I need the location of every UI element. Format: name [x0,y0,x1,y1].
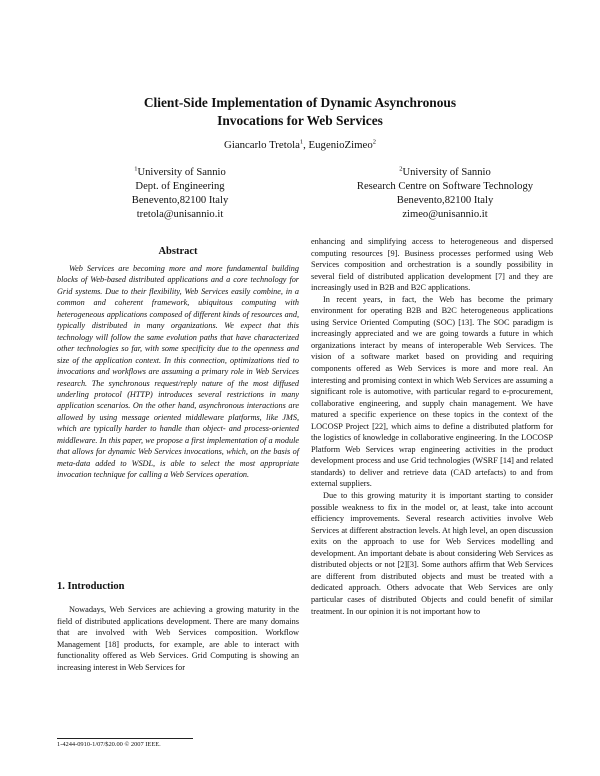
introduction-heading: 1. Introduction [57,581,125,592]
author-name: EugenioZimeo [308,139,373,151]
left-column [57,246,299,481]
author-affiliation-mark: 2 [372,138,376,146]
footnote-rule [57,738,193,739]
body-paragraph: In recent years, in fact, the Web has become the primary environment for operating B2B and B2C heterogeneous applications using Service Oriented Computing (SOC) [13]. The SOC paradigm is increasingly appreciated and we are going towards a future in which organizations interact by means of interoperable Web Services. The vision of a software market based on providing and requiring components offered as Web Services is more and more real. An interesting and promising context in which Web Services are assuming a significant role is automotive, with particular regard to e-procurement, collaborative engineering, and supply chain management. We have matured a specific experience on these topics in the context of the LOCOSP Project [22], which aims to define a distributed platform for the logistics of knowledge in collaborative engineering. In the LOCOSP Platform Web Services wrap engineering activities in the product development process and use Grid technologies (WSRF [14] and related standards) to deliver and retrieve data (CAD artefacts) to and from external suppliers. [311,294,553,489]
affiliation-email: tretola@unisannio.it [136,209,224,220]
right-column [311,236,553,617]
copyright-footnote: 1-4244-0910-1/07/$20.00 © 2007 IEEE. [57,741,161,748]
title-line-2: Invocations for Web Services [217,113,383,128]
affiliation-block-1 [60,166,300,222]
affiliation-line: Dept. of Engineering [135,181,225,192]
body-paragraph: Due to this growing maturity it is important starting to consider possible weakness to fix in the model or, at least, take into account efficiency improvements. Several research activities involve Web Services at different abstraction levels. At high level, an open discussion exits on the approach to use for Web Services modelling and development. An important debate is about considering Web Services as distributed objects or not [2][3]. Some authors affirm that Web Services are different from distributed objects and must be treated with a dedicated approach. Others advocate that Web Services are only particular cases of distributed Objects and could benefit of similar treatment. In our opinion it is not important how to [311,491,553,616]
abstract-text: Web Services are becoming more and more fundamental building blocks of Web-based distributed applications and a core technology for Grid systems. Due to their flexibility, Web Services easily combine, in a common and coherent framework, ubiquitous computing with heterogeneous applications composed of different kinds of resources and, typically distributed in many organizations. We expect that this technology will follow the same evolution paths that have characterized other technologies so far, with some specificity due to the openness and size of the application context. In this connection, optimizations tied to invocations and workflows are assuming a primary role in Web Services research. The synchronous request/reply nature of the most diffused underling protocol (HTTP) introduces several restrictions in many application scenarios. On the other hand, asynchronous interactions are allowed by using message oriented middleware platforms, like JMS, which are typically harder to handle than object- and process-oriented middleware. In this paper, we propose a first implementation of a module that allows for dynamic Web Services invocations, which, on the basis of meta-data added to WSDL, is able to select the most appropriate invocation technique for calling a Web Services operation. [57,264,299,480]
title-line-1: Client-Side Implementation of Dynamic Asynchronous [143,95,457,110]
affiliation-line: Research Centre on Software Technology [356,181,534,192]
body-paragraph: enhancing and simplifying access to heterogeneous and dispersed computing resources [9]. Business processes performed using Web Services composition and orchestration is a soundly possibility in several field of distributed application development [7] and they are increasingly used in B2B and B2C applications. [311,237,553,293]
affiliation-line: University of Sannio [137,167,226,178]
abstract-heading: Abstract [158,246,198,257]
introduction-paragraph: Nowadays, Web Services are achieving a growing maturity in the field of distributed applications development. There are many domains that are involved with Web Services composition. Workflow Management [18] products, for example, are able to interact with functionality offered as Web Services. Grid Computing is showing an increasing interest in Web Services for [57,605,299,672]
author-name: Giancarlo Tretola [224,139,300,151]
affiliation-mark: 1 [134,165,138,173]
affiliation-line: University of Sannio [402,167,491,178]
affiliation-mark: 2 [399,165,403,173]
affiliation-line: Benevento,82100 Italy [396,195,494,206]
paper-title [60,94,540,130]
author-separator: , [303,139,309,151]
affiliation-line: Benevento,82100 Italy [131,195,229,206]
affiliation-email: zimeo@unisannio.it [402,209,488,220]
author-line [60,139,540,151]
affiliation-block-2 [310,166,580,222]
author-affiliation-mark: 1 [299,138,304,146]
